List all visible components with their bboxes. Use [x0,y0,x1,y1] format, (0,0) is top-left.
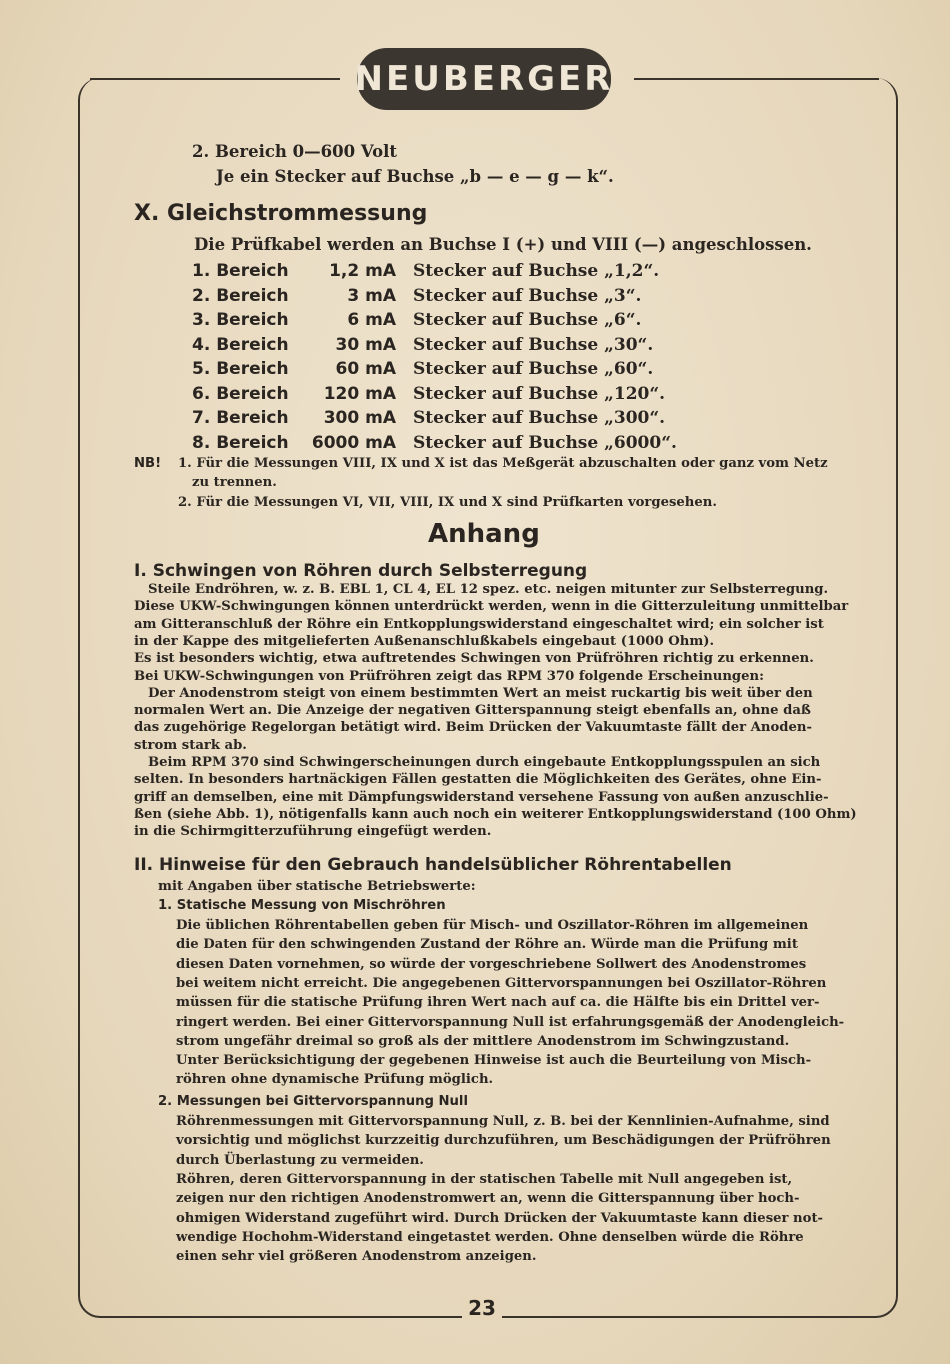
text-line: am Gitteranschluß der Röhre ein Entkopplungswiderstand eingeschaltet wird; ein solcher ist [134,616,824,632]
range-value: 6000 mA [311,432,396,453]
range-instruction: Stecker auf Buchse „30“. [413,334,654,355]
range-value: 300 mA [323,408,396,428]
text-line: in der Kappe des mitgelieferten Außenanschlußkabels eingebaut (1000 Ohm). [134,633,715,649]
range-label: 7. Bereich [192,408,289,428]
section-x-title: X. Gleichstrommessung [134,201,428,226]
text-line: Steile Endröhren, w. z. B. EBL 1, CL 4, EL 12 spez. etc. neigen mitunter zur Selbsterregung. [148,582,829,597]
range-label: 8. Bereich [192,432,289,453]
text-line: Bei UKW-Schwingungen von Prüfröhren zeigt das RPM 370 folgende Erscheinungen: [134,668,764,684]
range-2-instruction: Je ein Stecker auf Buchse „b — e — g — k“. [216,167,614,186]
text-line: röhren ohne dynamische Prüfung möglich. [176,1072,494,1088]
text-line: Röhren, deren Gittervorspannung in der statischen Tabelle mit Null angegeben ist, [176,1171,793,1187]
text-line: vorsichtig und möglichst kurzzeitig durchzuführen, um Beschädigungen der Prüfröhren [176,1133,831,1149]
text-line: Beim RPM 370 sind Schwingerscheinungen durch eingebaute Entkopplungsspulen an sich [148,755,821,770]
text-line: Der Anodenstrom steigt von einem bestimmten Wert an meist ruckartig bis weit über den [148,685,813,701]
text-line: zeigen nur den richtigen Anodenstromwert an, wenn die Gitterspannung über hoch- [176,1191,800,1207]
text-line: Unter Berücksichtigung der gegebenen Hinweise ist auch die Beurteilung von Misch- [176,1053,812,1069]
range-value: 1,2 mA [329,261,396,281]
text-line: ohmigen Widerstand zugeführt wird. Durch Drücken der Vakuumtaste kann dieser not- [176,1210,824,1226]
range-label: 2. Bereich [192,285,289,306]
range-label: 5. Bereich [192,359,289,379]
range-instruction: Stecker auf Buchse „3“. [413,285,642,306]
section-ii-intro: mit Angaben über statische Betriebswerte: [158,879,476,894]
text-line: strom ungefähr dreimal so groß als der mittlere Anodenstrom im Schwingzustand. [176,1033,790,1049]
text-line: einen sehr viel größeren Anodenstrom anzeigen. [176,1249,537,1265]
range-instruction: Stecker auf Buchse „300“. [413,408,666,428]
text-line: Röhrenmessungen mit Gittervorspannung Null, z. B. bei der Kennlinien-Aufnahme, sind [176,1114,830,1129]
range-value: 60 mA [335,359,396,379]
text-line: normalen Wert an. Die Anzeige der negativen Gitterspannung steigt ebenfalls an, ohne daß [134,703,811,719]
range-value: 30 mA [335,334,396,355]
text-line: strom stark ab. [134,737,247,753]
range-label: 1. Bereich [192,261,289,281]
range-label: 6. Bereich [192,383,289,404]
range-value: 6 mA [347,310,396,330]
anhang-title: Anhang [428,519,540,549]
range-instruction: Stecker auf Buchse „60“. [413,359,654,379]
text-line: in die Schirmgitterzuführung eingefügt werden. [134,824,492,840]
text-line: bei weitem nicht erreicht. Die angegebenen Gittervorspannungen bei Oszillator-Röhren [176,975,827,991]
text-line: Es ist besonders wichtig, etwa auftretendes Schwingen von Prüfröhren richtig zu erkennen. [134,651,814,667]
text-line: durch Überlastung zu vermeiden. [176,1152,424,1168]
text-line: ringert werden. Bei einer Gittervorspannung Null ist erfahrungsgemäß der Anodengleich- [176,1014,845,1030]
section-x-intro: Die Prüfkabel werden an Buchse I (+) und VIII (—) angeschlossen. [194,235,812,254]
section-ii-title: II. Hinweise für den Gebrauch handelsüblicher Röhrentabellen [134,855,732,875]
text-line: griff an demselben, eine mit Dämpfungswiderstand versehene Fassung von außen anzuschlie- [134,789,829,805]
subsection-2-title: 2. Messungen bei Gittervorspannung Null [158,1094,468,1109]
subsection-1-title: 1. Statische Messung von Mischröhren [158,898,446,913]
logo-text: NEUBERGER [354,59,614,99]
text-line: selten. In besonders hartnäckigen Fällen gestatten die Möglichkeiten des Gerätes, ohne Ein- [134,772,822,788]
text-line: das zugehörige Regelorgan betätigt wird. Beim Drücken der Vakuumtaste fällt der Anoden- [134,720,812,736]
nb-note-1: 1. Für die Messungen VIII, IX und X ist das Meßgerät abzuschalten oder ganz vom Netz [178,456,828,471]
text-line: diesen Daten vornehmen, so würde der vorgeschriebene Sollwert des Anodenstromes [176,956,807,972]
nb-label: NB! [134,456,162,471]
section-i-title: I. Schwingen von Röhren durch Selbsterregung [134,561,588,581]
text-line: müssen für die statische Prüfung ihren Wert nach auf ca. die Hälfte bis ein Drittel ver- [176,995,820,1011]
range-label: 4. Bereich [192,334,289,355]
text-line: Diese UKW-Schwingungen können unterdrückt werden, wenn in die Gitterzuleitung unmittelbar [134,599,849,615]
range-value: 3 mA [347,285,396,306]
range-instruction: Stecker auf Buchse „6“. [413,310,642,330]
nb-note-1-cont: zu trennen. [192,475,277,490]
text-line: wendige Hochohm-Widerstand eingetastet werden. Ohne denselben würde die Röhre [176,1229,804,1245]
text-line: die Daten für den schwingenden Zustand der Röhre an. Würde man die Prüfung mit [176,937,798,953]
text-line: ßen (siehe Abb. 1), nötigenfalls kann auch noch ein weiterer Entkopplungswiderstand (100 Ohm) [134,806,857,822]
range-instruction: Stecker auf Buchse „6000“. [413,432,677,453]
page-number: 23 [462,1296,502,1320]
range-2-heading: 2. Bereich 0—600 Volt [192,142,398,161]
range-instruction: Stecker auf Buchse „1,2“. [413,261,660,281]
text-line: Die üblichen Röhrentabellen geben für Misch- und Oszillator-Röhren im allgemeinen [176,918,809,933]
nb-note-2: 2. Für die Messungen VI, VII, VIII, IX und X sind Prüfkarten vorgesehen. [178,495,717,510]
range-instruction: Stecker auf Buchse „120“. [413,383,666,404]
range-label: 3. Bereich [192,310,289,330]
range-value: 120 mA [323,383,396,404]
